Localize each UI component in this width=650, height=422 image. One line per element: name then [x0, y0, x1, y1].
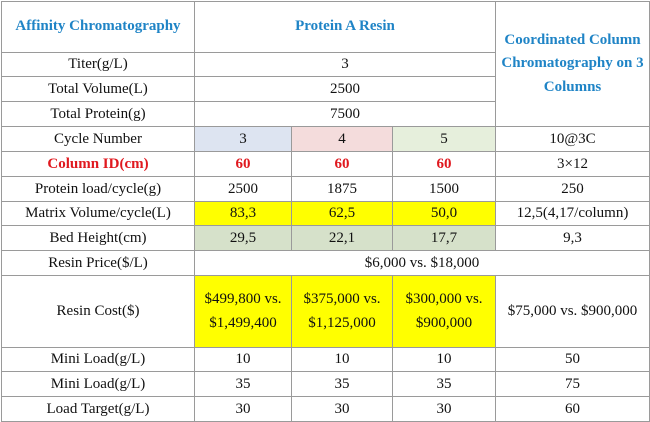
cell-value: 10 — [292, 348, 393, 372]
row-label: Bed Height(cm) — [2, 226, 195, 251]
cell-value: 75 — [496, 372, 650, 397]
header-row — [2, 2, 650, 53]
row-label: Matrix Volume/cycle(L) — [2, 202, 195, 226]
table-row — [2, 251, 650, 276]
row-label: Load Target(g/L) — [2, 397, 195, 422]
header-affinity: Affinity Chromatography — [2, 2, 195, 53]
cell-value: $300,000 vs. $900,000 — [393, 276, 496, 348]
cell-value: 12,5(4,17/column) — [496, 202, 650, 226]
row-label: Resin Cost($) — [2, 276, 195, 348]
cell-value: 60 — [292, 152, 393, 177]
cell-value: 2500 — [195, 177, 292, 202]
cell-value: 17,7 — [393, 226, 496, 251]
row-label: Column ID(cm) — [2, 152, 195, 177]
cell-value: 10@3C — [496, 127, 650, 152]
cell-value: 10 — [393, 348, 496, 372]
table-row — [2, 372, 650, 397]
header-coordinated: Coordinated Column Chromatography on 3 Columns — [496, 2, 650, 127]
row-label: Total Volume(L) — [2, 77, 195, 102]
table-row — [2, 127, 650, 152]
header-protein-a: Protein A Resin — [195, 2, 496, 53]
cell-value: 83,3 — [195, 202, 292, 226]
cell-value: 30 — [195, 397, 292, 422]
cell-value: 62,5 — [292, 202, 393, 226]
cell-value: 30 — [393, 397, 496, 422]
cell-value: 1875 — [292, 177, 393, 202]
row-label: Mini Load(g/L) — [2, 372, 195, 397]
row-label: Resin Price($/L) — [2, 251, 195, 276]
row-label: Total Protein(g) — [2, 102, 195, 127]
cell-value: 60 — [393, 152, 496, 177]
table-row — [2, 276, 650, 348]
row-label: Protein load/cycle(g) — [2, 177, 195, 202]
cell-value: 7500 — [195, 102, 496, 127]
cell-value: 35 — [393, 372, 496, 397]
cell-value: $499,800 vs. $1,499,400 — [195, 276, 292, 348]
cell-value: 2500 — [195, 77, 496, 102]
table-row — [2, 202, 650, 226]
cell-value: 35 — [195, 372, 292, 397]
cell-value: $6,000 vs. $18,000 — [195, 251, 650, 276]
table-row — [2, 177, 650, 202]
comparison-table — [1, 1, 650, 422]
cell-value: 60 — [496, 397, 650, 422]
cell-value: 3 — [195, 127, 292, 152]
cell-value: 250 — [496, 177, 650, 202]
table-row — [2, 152, 650, 177]
cell-value: 30 — [292, 397, 393, 422]
cell-value: $75,000 vs. $900,000 — [496, 276, 650, 348]
table-row — [2, 226, 650, 251]
cell-value: 1500 — [393, 177, 496, 202]
cell-value: 3 — [195, 53, 496, 77]
cell-value: 22,1 — [292, 226, 393, 251]
cell-value: 50 — [496, 348, 650, 372]
cell-value: 4 — [292, 127, 393, 152]
cell-value: 3×12 — [496, 152, 650, 177]
cell-value: 35 — [292, 372, 393, 397]
row-label: Titer(g/L) — [2, 53, 195, 77]
table-row — [2, 348, 650, 372]
cell-value: 5 — [393, 127, 496, 152]
row-label: Cycle Number — [2, 127, 195, 152]
cell-value: 29,5 — [195, 226, 292, 251]
cell-value: 9,3 — [496, 226, 650, 251]
cell-value: 60 — [195, 152, 292, 177]
cell-value: $375,000 vs. $1,125,000 — [292, 276, 393, 348]
cell-value: 50,0 — [393, 202, 496, 226]
cell-value: 10 — [195, 348, 292, 372]
table-row — [2, 397, 650, 422]
row-label: Mini Load(g/L) — [2, 348, 195, 372]
